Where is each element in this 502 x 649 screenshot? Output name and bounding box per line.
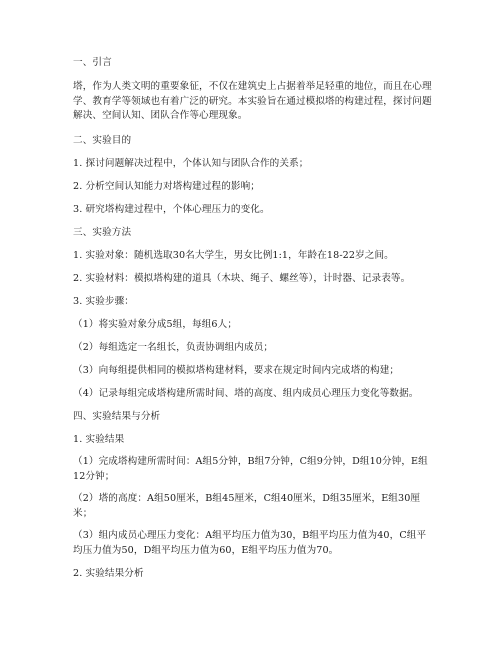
method-item-3: 3. 实验步骤：: [73, 296, 134, 307]
method-item-2: 2. 实验材料：模拟塔构建的道具（木块、绳子、螺丝等），计时器、记录表等。: [73, 273, 411, 284]
purpose-item-3: 3. 研究塔构建过程中，个体心理压力的变化。: [73, 204, 270, 215]
result-height: （2）塔的高度：A组50厘米，B组45厘米，C组40厘米，D组35厘米，E组30厘米；: [73, 493, 421, 519]
results-subheading-2: 2. 实验结果分析: [73, 568, 144, 579]
method-item-1: 1. 实验对象：随机选取30名大学生，男女比例1:1，年龄在18-22岁之间。: [73, 250, 394, 261]
step-2: （2）每组选定一名组长，负责协调组内成员；: [73, 342, 274, 353]
purpose-heading: 二、实验目的: [73, 135, 132, 146]
result-time: （1）完成塔构建所需时间：A组5分钟，B组7分钟，C组9分钟，D组10分钟，E组12分钟；: [73, 456, 428, 482]
purpose-item-2: 2. 分析空间认知能力对塔构建过程的影响；: [73, 181, 260, 192]
results-heading: 四、实验结果与分析: [73, 411, 161, 422]
intro-heading: 一、引言: [73, 57, 112, 68]
step-4: （4）记录每组完成塔构建所需时间、塔的高度、组内成员心理压力变化等数据。: [73, 388, 419, 399]
step-3: （3）向每组提供相同的模拟塔构建材料，要求在规定时间内完成塔的构建；: [73, 365, 400, 376]
step-1: （1）将实验对象分成5组，每组6人；: [73, 319, 238, 330]
results-subheading-1: 1. 实验结果: [73, 434, 125, 445]
intro-paragraph: 塔，作为人类文明的重要象征，不仅在建筑史上占据着举足轻重的地位，而且在心理学、教育学等领域也有着广泛的研究。本实验旨在通过模拟塔的构建过程，探讨问题解决、空间认知、团队合作等心理现象。: [73, 81, 432, 122]
method-heading: 三、实验方法: [73, 227, 132, 238]
result-pressure: （3）组内成员心理压力变化：A组平均压力值为30，B组平均压力值为40，C组平均压力值为50，D组平均压力值为60，E组平均压力值为70。: [73, 530, 427, 556]
purpose-item-1: 1. 探讨问题解决过程中，个体认知与团队合作的关系；: [73, 158, 309, 169]
